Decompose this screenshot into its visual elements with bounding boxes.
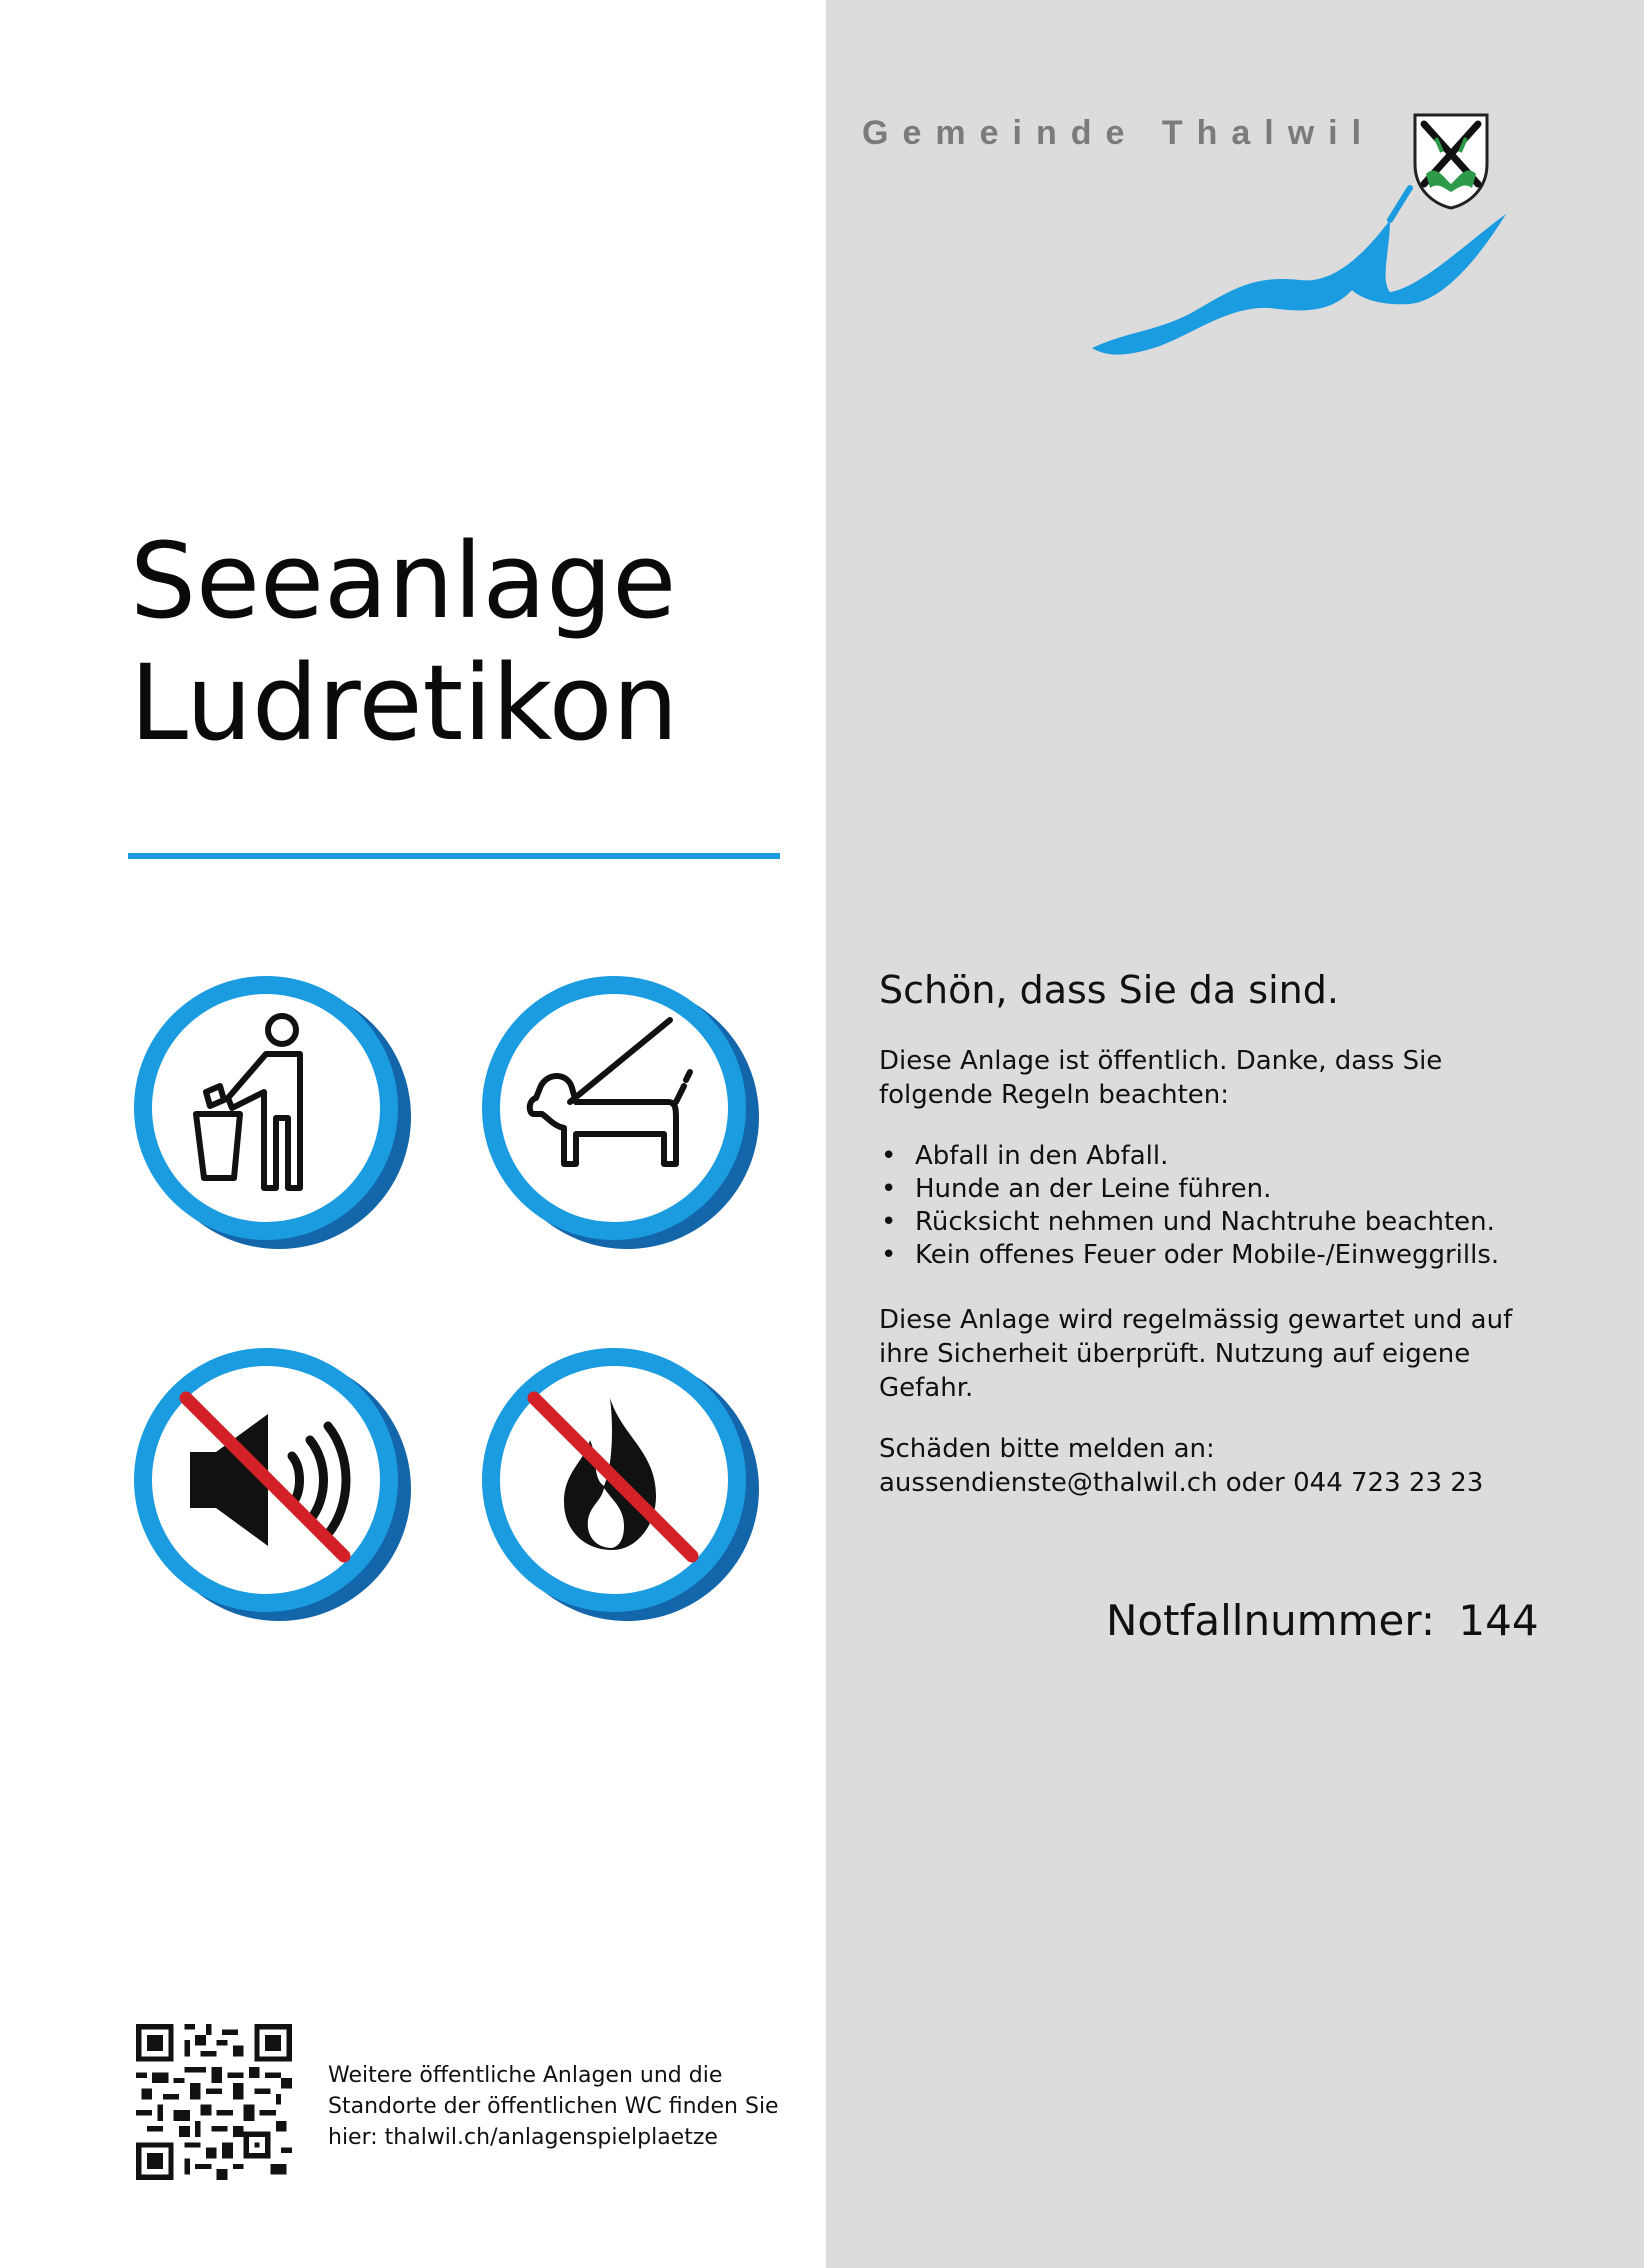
litter-bin-icon (124, 968, 414, 1258)
no-fire-icon (472, 1340, 762, 1630)
maintenance-text: Diese Anlage wird regelmässig gewartet und auf ihre Sicherheit überprüft. Nutzung auf eigene Gefahr. (879, 1305, 1513, 1403)
intro-text: Diese Anlage ist öffentlich. Danke, dass Sie folgende Regeln beachten: (879, 1046, 1443, 1110)
blue-brush-wave-icon (1090, 180, 1510, 360)
brand-name: Gemeinde Thalwil (862, 114, 1376, 152)
no-noise-icon (124, 1340, 414, 1630)
emergency-label: Notfallnummer: (1106, 1596, 1436, 1645)
rule-item: • Kein offenes Feuer oder Mobile-/Einweggrills. (879, 1239, 1499, 1272)
report-contact[interactable]: aussendienste@thalwil.ch oder 044 723 23 23 (879, 1468, 1484, 1498)
greeting-heading: Schön, dass Sie da sind. (879, 968, 1339, 1012)
report-label: Schäden bitte melden an: (879, 1434, 1215, 1464)
title-line-1: Seeanlage (130, 520, 677, 642)
emergency-number (1106, 1596, 1539, 1645)
rule-item: • Hunde an der Leine führen. (879, 1173, 1499, 1206)
dog-on-leash-icon (472, 968, 762, 1258)
title-divider (128, 853, 780, 859)
title-line-2: Ludretikon (130, 642, 679, 764)
page-title (130, 520, 678, 764)
qr-code-icon[interactable] (136, 2024, 292, 2180)
footer-text: Weitere öffentliche Anlagen und die Standorte der öffentlichen WC finden Sie hier: thalwil.ch/anlagenspielplaetze (328, 2063, 779, 2150)
rule-item: • Abfall in den Abfall. (879, 1140, 1499, 1173)
rules-list (879, 1140, 1499, 1272)
emergency-value: 144 (1458, 1596, 1539, 1645)
rule-item: • Rücksicht nehmen und Nachtruhe beachten. (879, 1206, 1499, 1239)
